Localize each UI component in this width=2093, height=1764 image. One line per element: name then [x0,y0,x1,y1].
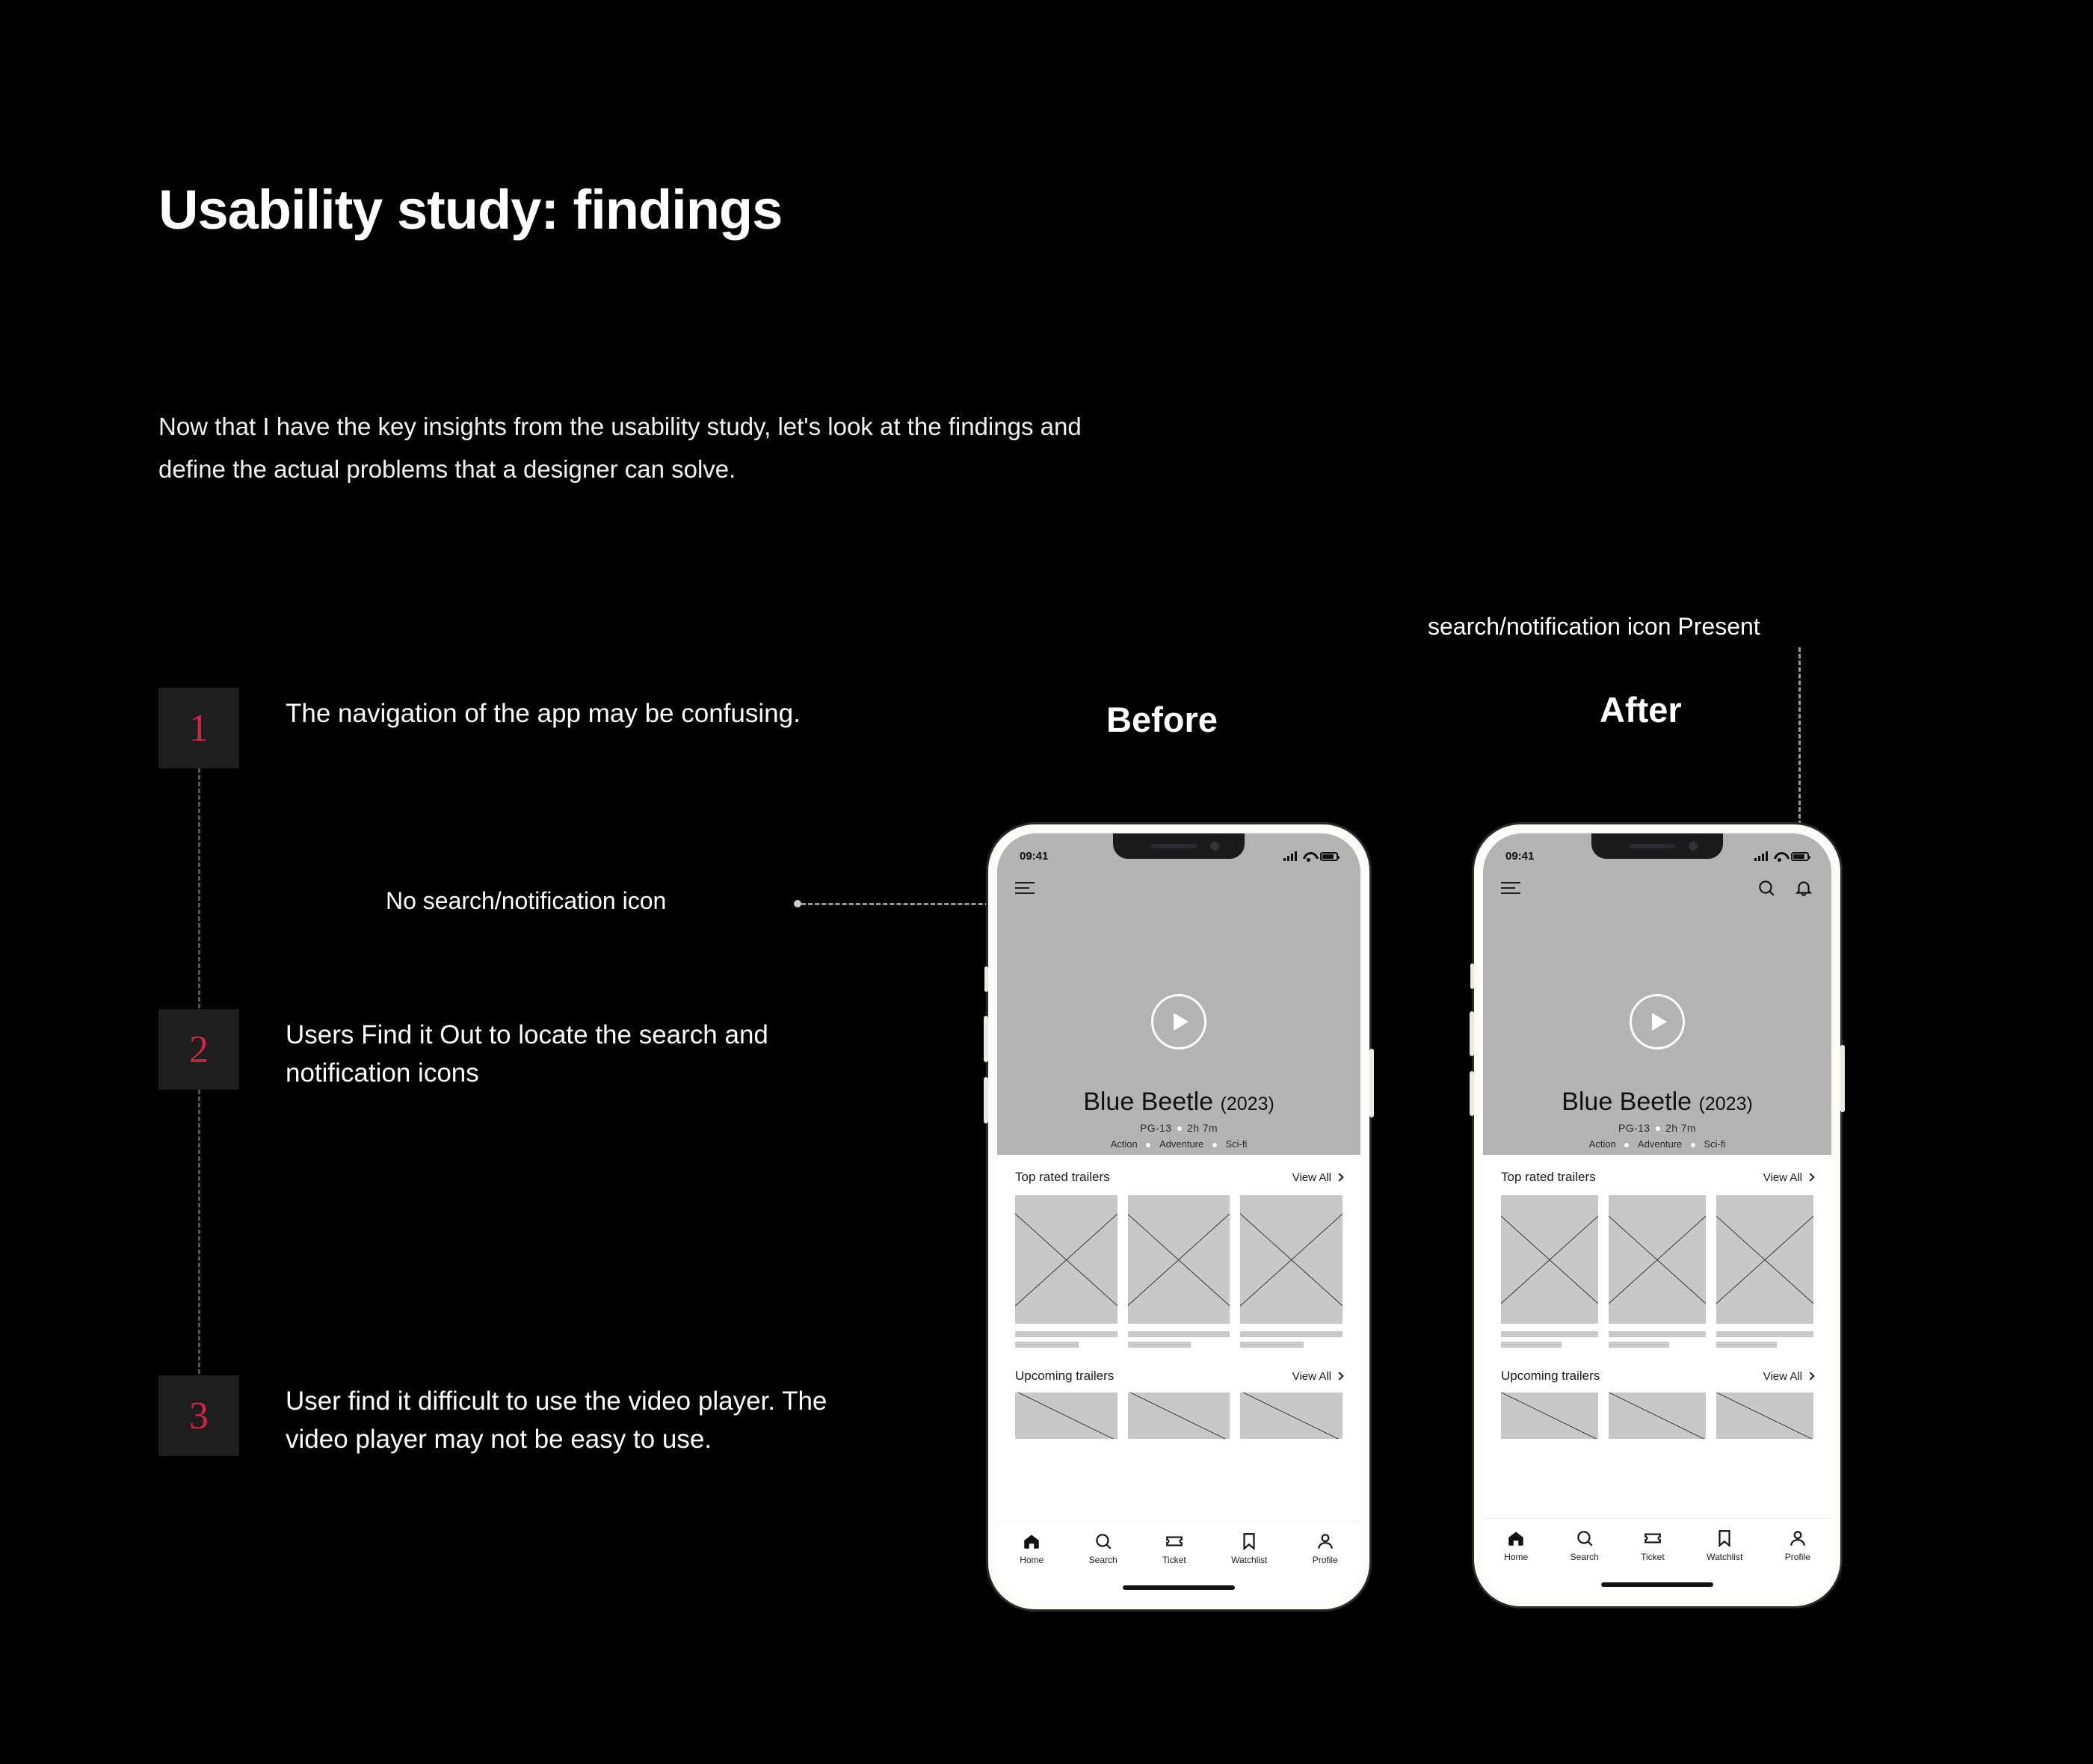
bookmark-icon [1715,1529,1734,1548]
upcoming-thumbnail[interactable] [1716,1393,1813,1439]
view-all-label-2: View All [1292,1369,1331,1383]
nav-label-watchlist: Watchlist [1231,1555,1268,1565]
trailer-card[interactable] [1716,1195,1813,1324]
sidebar-item-ticket[interactable] [1641,1529,1665,1562]
top-rated-cards [1483,1185,1831,1324]
meta-separator-dot [1656,1126,1660,1131]
movie-title-before [997,1088,1360,1117]
label-bar-short [1501,1342,1562,1348]
sidebar-item-watchlist[interactable] [1231,1532,1267,1565]
annotation-no-search-icon: No search/notification icon [386,887,667,914]
play-button-icon[interactable] [1151,994,1206,1049]
trailer-thumbnail [1240,1195,1343,1324]
section-header-top-rated [1483,1170,1831,1185]
phone-screen-before [997,833,1360,1600]
sidebar-item-home[interactable] [1504,1529,1528,1562]
movie-meta-after [1483,1122,1831,1134]
movie-rating: PG-13 [1140,1122,1172,1134]
label-bar [1716,1331,1813,1337]
chevron-right-icon [1335,1173,1343,1181]
page-title: Usability study: findings [158,179,783,241]
genre-3: Sci-fi [1704,1138,1726,1150]
play-triangle [1652,1013,1667,1031]
upcoming-cards [997,1384,1360,1439]
genre-2: Adventure [1637,1138,1683,1150]
home-indicator[interactable] [1123,1585,1235,1590]
phone-mockup-before [988,824,1369,1609]
after-label: After [1600,690,1682,730]
notification-bell-icon[interactable] [1794,878,1813,898]
trailer-label-lines [1240,1324,1343,1348]
bookmark-icon [1239,1532,1259,1551]
play-button-icon[interactable] [1630,994,1685,1049]
finding-item-1 [158,688,839,768]
label-bar [1501,1331,1598,1337]
label-bar [1128,1331,1230,1337]
genre-separator-dot-1 [1624,1143,1629,1147]
ticket-icon [1643,1529,1662,1548]
trailer-card[interactable] [1015,1195,1118,1324]
trailer-thumbnail [1015,1195,1118,1324]
label-bar [1015,1331,1118,1337]
genre-2: Adventure [1159,1138,1204,1150]
top-rated-card-labels [1483,1324,1831,1348]
trailer-thumbnail [1501,1195,1598,1324]
hero-video-area[interactable] [997,833,1360,1155]
phone-button-mute[interactable] [1470,963,1474,989]
trailer-card[interactable] [1609,1195,1706,1324]
phone-button-volume-up[interactable] [984,1016,988,1062]
genre-separator-dot-2 [1691,1143,1695,1147]
section-header-upcoming [1483,1369,1831,1384]
movie-title-text: Blue Beetle [1562,1088,1692,1116]
nav-label-profile: Profile [1784,1552,1810,1562]
label-bar-short [1015,1342,1079,1348]
before-label: Before [1106,700,1218,739]
view-all-label-2: View All [1763,1369,1802,1383]
chevron-right-icon [1335,1372,1343,1380]
connector-line-1 [198,768,200,1015]
play-triangle [1174,1013,1189,1031]
trailer-label-lines [1128,1324,1230,1348]
genre-1: Action [1588,1138,1616,1150]
intro-paragraph: Now that I have the key insights from the usability study, let's look at the findings and define the actual problems that a designer can solve. [158,413,1082,483]
status-time: 09:41 [1020,849,1049,863]
movie-year-text: (2023) [1220,1094,1274,1114]
top-rated-card-labels [997,1324,1360,1348]
label-bar-short [1716,1342,1777,1348]
sidebar-item-profile[interactable] [1785,1529,1810,1562]
finding-item-2 [158,1009,839,1093]
genre-1: Action [1110,1138,1138,1150]
nav-label-ticket: Ticket [1641,1552,1665,1562]
phone-button-volume-down[interactable] [984,1077,988,1123]
person-icon [1316,1532,1335,1551]
trailer-label-lines [1501,1324,1598,1348]
trailer-thumbnail [1609,1195,1706,1324]
upcoming-thumbnail[interactable] [1501,1393,1598,1439]
section-title-upcoming: Upcoming trailers [1501,1369,1600,1383]
status-time: 09:41 [1505,849,1535,863]
section-title-upcoming: Upcoming trailers [1015,1369,1115,1383]
trailer-label-lines [1015,1324,1118,1348]
upcoming-thumbnail[interactable] [1128,1393,1230,1439]
app-top-bar-before [997,872,1360,904]
finding-item-3 [158,1375,839,1459]
section-header-top-rated [997,1170,1360,1185]
sidebar-item-ticket[interactable] [1162,1532,1186,1565]
sidebar-item-home[interactable] [1020,1532,1044,1565]
nav-label-search: Search [1570,1552,1599,1562]
finding-text-1: The navigation of the app may be confusing. [286,699,801,728]
upcoming-cards [1483,1384,1831,1439]
cellular-bars-icon [1283,851,1297,861]
trailer-card[interactable] [1240,1195,1343,1324]
phone-button-power[interactable] [1840,1045,1845,1112]
trailer-thumbnail [1716,1195,1813,1324]
upcoming-thumbnail[interactable] [1240,1393,1343,1439]
ticket-icon [1165,1532,1184,1551]
upcoming-thumbnail[interactable] [1609,1393,1706,1439]
sidebar-item-search[interactable] [1089,1532,1118,1565]
annotation-left-dot [794,900,801,907]
finding-text-2: Users Find it Out to locate the search and notification icons [286,1020,768,1088]
phone-button-mute[interactable] [984,966,988,992]
trailer-thumbnail [1128,1195,1230,1324]
home-icon [1506,1529,1526,1548]
view-all-upcoming[interactable] [1763,1370,1813,1383]
genre-separator-dot-2 [1212,1143,1217,1147]
view-all-label-1: View All [1292,1171,1331,1184]
movie-genres-before [997,1138,1360,1150]
movie-meta-before [997,1122,1360,1134]
chevron-right-icon [1806,1372,1814,1380]
hero-video-area[interactable] [1483,833,1831,1155]
finding-number-badge-1 [158,688,239,768]
search-icon [1094,1532,1113,1551]
search-icon[interactable] [1757,878,1776,898]
section-title-top-rated: Top rated trailers [1501,1170,1596,1184]
upcoming-thumbnail[interactable] [1015,1393,1118,1439]
status-bar [997,833,1360,868]
home-indicator[interactable] [1601,1582,1713,1587]
movie-year-text: (2023) [1698,1094,1753,1114]
nav-label-search: Search [1088,1555,1118,1565]
movie-rating: PG-13 [1618,1122,1650,1134]
label-bar-short [1609,1342,1669,1348]
annotation-search-icon-present: search/notification icon Present [1428,613,1760,640]
nav-label-ticket: Ticket [1162,1555,1186,1565]
finding-number-badge-2 [158,1009,239,1090]
nav-label-home: Home [1504,1552,1529,1562]
section-title-top-rated: Top rated trailers [1015,1170,1110,1184]
phone-mockup-after [1474,824,1840,1606]
sidebar-item-search[interactable] [1570,1529,1599,1562]
hamburger-menu-icon[interactable] [1501,878,1520,898]
trailer-card[interactable] [1501,1195,1598,1324]
view-all-label-1: View All [1763,1171,1802,1184]
annotation-left-leader-line [801,903,1003,905]
finding-text-3: User find it difficult to use the video player. The video player may not be easy to use. [286,1387,827,1454]
finding-number-2: 2 [189,1028,209,1071]
finding-number-1: 1 [189,706,209,750]
wifi-icon [1773,851,1786,861]
wifi-icon [1302,851,1315,861]
bottom-navigation-before [997,1521,1360,1575]
movie-duration: 2h 7m [1665,1122,1696,1134]
connector-line-2 [198,1090,200,1374]
movie-title-after [1483,1088,1831,1117]
bottom-navigation-after [1483,1518,1831,1572]
search-icon [1575,1529,1594,1548]
finding-number-3: 3 [189,1394,209,1437]
cellular-bars-icon [1754,851,1768,861]
trailer-label-lines [1609,1324,1706,1348]
trailer-card[interactable] [1128,1195,1230,1324]
label-bar-short [1128,1342,1192,1348]
sidebar-item-profile[interactable] [1313,1532,1338,1565]
genre-separator-dot-1 [1146,1143,1150,1147]
label-bar [1609,1331,1706,1337]
movie-duration: 2h 7m [1187,1122,1218,1134]
genre-3: Sci-fi [1225,1138,1248,1150]
phone-screen-after [1483,833,1831,1597]
top-rated-cards [997,1185,1360,1324]
section-header-upcoming [997,1369,1360,1384]
top-bar-icons [1757,878,1813,898]
home-icon [1022,1532,1041,1551]
phone-button-volume-up[interactable] [1470,1011,1474,1056]
view-all-top-rated[interactable] [1763,1171,1813,1184]
battery-icon [1320,852,1338,861]
view-all-upcoming[interactable] [1292,1370,1343,1383]
trailer-label-lines [1716,1324,1813,1348]
movie-genres-after [1483,1138,1831,1150]
hamburger-menu-icon[interactable] [1015,878,1035,898]
phone-button-power[interactable] [1369,1049,1374,1117]
label-bar [1240,1331,1343,1337]
status-bar [1483,833,1831,868]
nav-label-profile: Profile [1312,1555,1338,1565]
nav-label-watchlist: Watchlist [1707,1552,1743,1562]
view-all-top-rated[interactable] [1292,1171,1343,1184]
finding-number-badge-3 [158,1375,239,1456]
app-top-bar-after [1483,872,1831,904]
nav-label-home: Home [1020,1555,1044,1565]
battery-icon [1791,852,1809,861]
person-icon [1788,1529,1807,1548]
meta-separator-dot [1177,1126,1182,1131]
phone-button-volume-down[interactable] [1470,1071,1474,1116]
label-bar-short [1240,1342,1304,1348]
movie-title-text: Blue Beetle [1083,1088,1214,1116]
sidebar-item-watchlist[interactable] [1707,1529,1742,1562]
chevron-right-icon [1806,1173,1814,1181]
